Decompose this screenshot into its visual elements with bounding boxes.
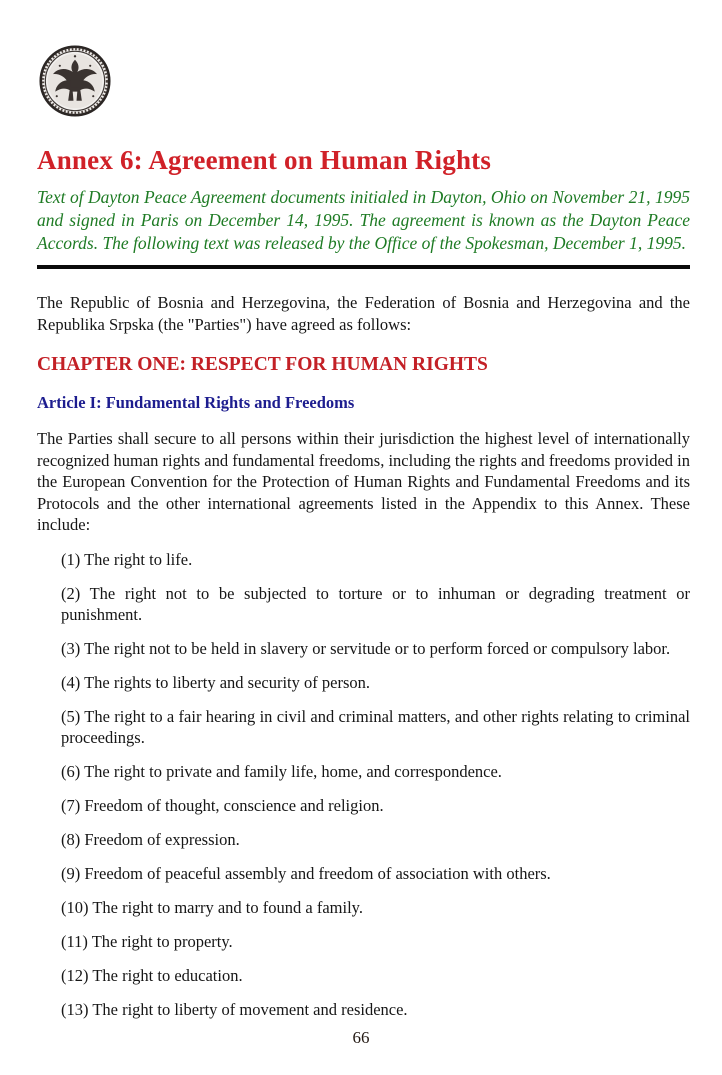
page-title: Annex 6: Agreement on Human Rights (37, 145, 492, 175)
right-item: (8) Freedom of expression. (61, 829, 240, 849)
right-item: (6) The right to private and family life, home, and correspondence. (61, 761, 502, 781)
rights-list (37, 549, 690, 1020)
right-item: (10) The right to marry and to found a family. (61, 897, 363, 917)
right-item: (1) The right to life. (61, 549, 193, 569)
horizontal-rule (37, 265, 690, 269)
right-item: (5) The right to a fair hearing in civil and criminal matters, and other rights relating to criminal proceedings. (61, 706, 690, 747)
article-intro-paragraph: The Parties shall secure to all persons within their jurisdiction the highest level of internationally recognized human rights and fundamental freedoms, including the rights and freedoms provided in the European Convention for the Protection of Human Rights and Fundamental Freedoms and its Protocols and the other international agreements listed in the Appendix to this Annex. These include: (37, 429, 690, 534)
us-great-seal-icon (37, 43, 113, 119)
intro-paragraph: The Republic of Bosnia and Herzegovina, the Federation of Bosnia and Herzegovina and the Republika Srpska (the "Parties") have agreed as follows: (37, 293, 690, 334)
right-item: (12) The right to education. (61, 965, 243, 985)
right-item: (13) The right to liberty of movement and residence. (61, 999, 408, 1019)
right-item: (4) The rights to liberty and security of person. (61, 672, 370, 692)
right-item: (3) The right not to be held in slavery or servitude or to perform forced or compulsory labor. (61, 638, 671, 658)
page-number: 66 (352, 1028, 370, 1047)
right-item: (11) The right to property. (61, 931, 233, 951)
right-item: (7) Freedom of thought, conscience and religion. (61, 795, 384, 815)
article-heading: Article I: Fundamental Rights and Freedoms (37, 393, 355, 412)
chapter-heading: CHAPTER ONE: RESPECT FOR HUMAN RIGHTS (37, 354, 488, 375)
right-item: (9) Freedom of peaceful assembly and freedom of association with others. (61, 863, 551, 883)
document-subtitle: Text of Dayton Peace Agreement documents initialed in Dayton, Ohio on November 21, 1995 and signed in Paris on December 14, 1995. The agreement is known as the Dayton Peace Accords. The following text was released by the Office of the Spokesman, December 1, 1995. (37, 187, 690, 253)
right-item: (2) The right not to be subjected to torture or to inhuman or degrading treatment or punishment. (61, 583, 690, 624)
